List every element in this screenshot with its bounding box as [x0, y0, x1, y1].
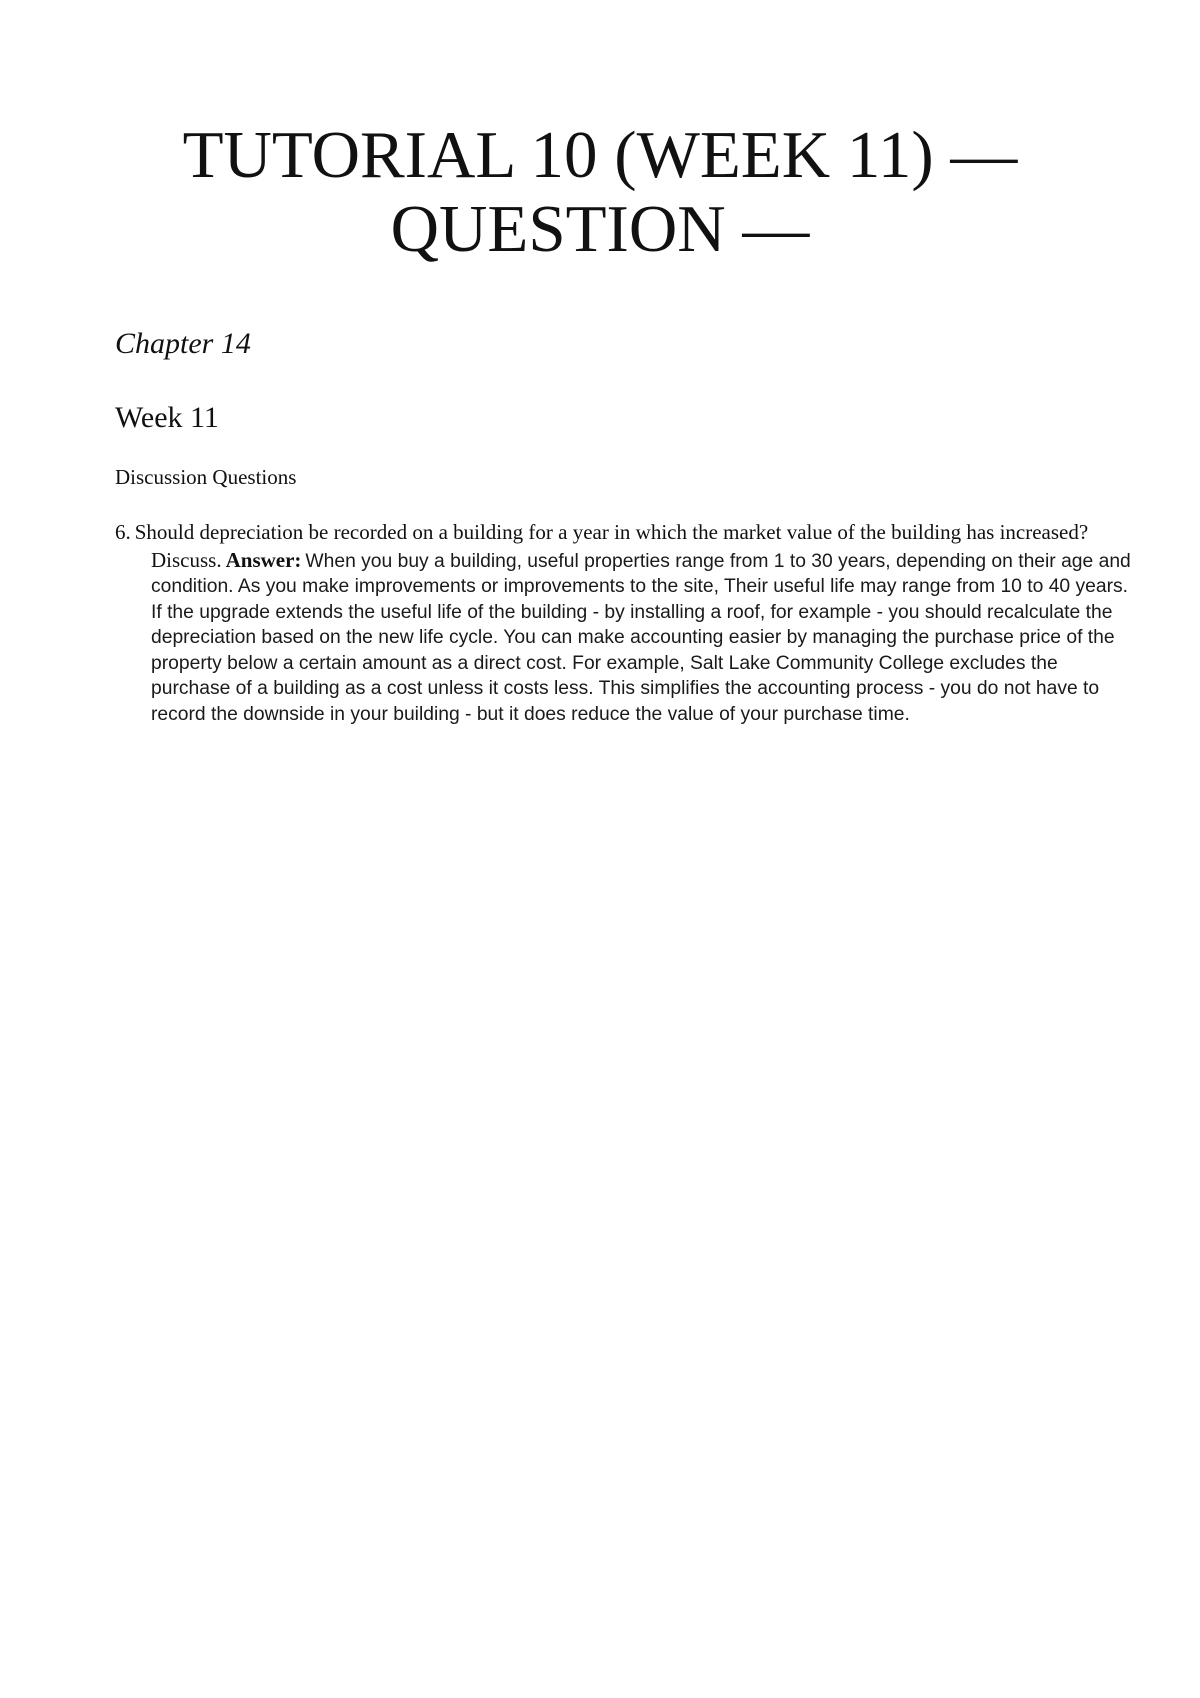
section-heading: Discussion Questions [115, 465, 297, 489]
document-title: TUTORIAL 10 (WEEK 11) — QUESTION — [182, 118, 1018, 266]
week-heading: Week 11 [115, 401, 219, 434]
question-number: 6. [115, 520, 131, 544]
chapter-heading: Chapter 14 [115, 327, 251, 360]
question-text: Should depreciation be recorded on a building for a year in which the market value of the building has increased? Discuss. [134, 520, 1089, 572]
question-item [115, 520, 1131, 728]
answer-text: When you buy a building, useful properties range from 1 to 30 years, depending on their age and condition. As you make improvements or improvements to the site, Their useful life may range from 10 to 40 years. If the upgrade extends the useful life of the building - by installing a roof, for example - you should recalculate the depreciation based on the new life cycle. You can make accounting easier by managing the purchase price of the property below a certain amount as a direct cost. For example, Salt Lake Community College excludes the purchase of a building as a cost unless it costs less. This simplifies the accounting process - you do not have to record the downside in your building - but it does reduce the value of your purchase time. [151, 550, 1131, 725]
answer-label: Answer: [225, 547, 302, 572]
